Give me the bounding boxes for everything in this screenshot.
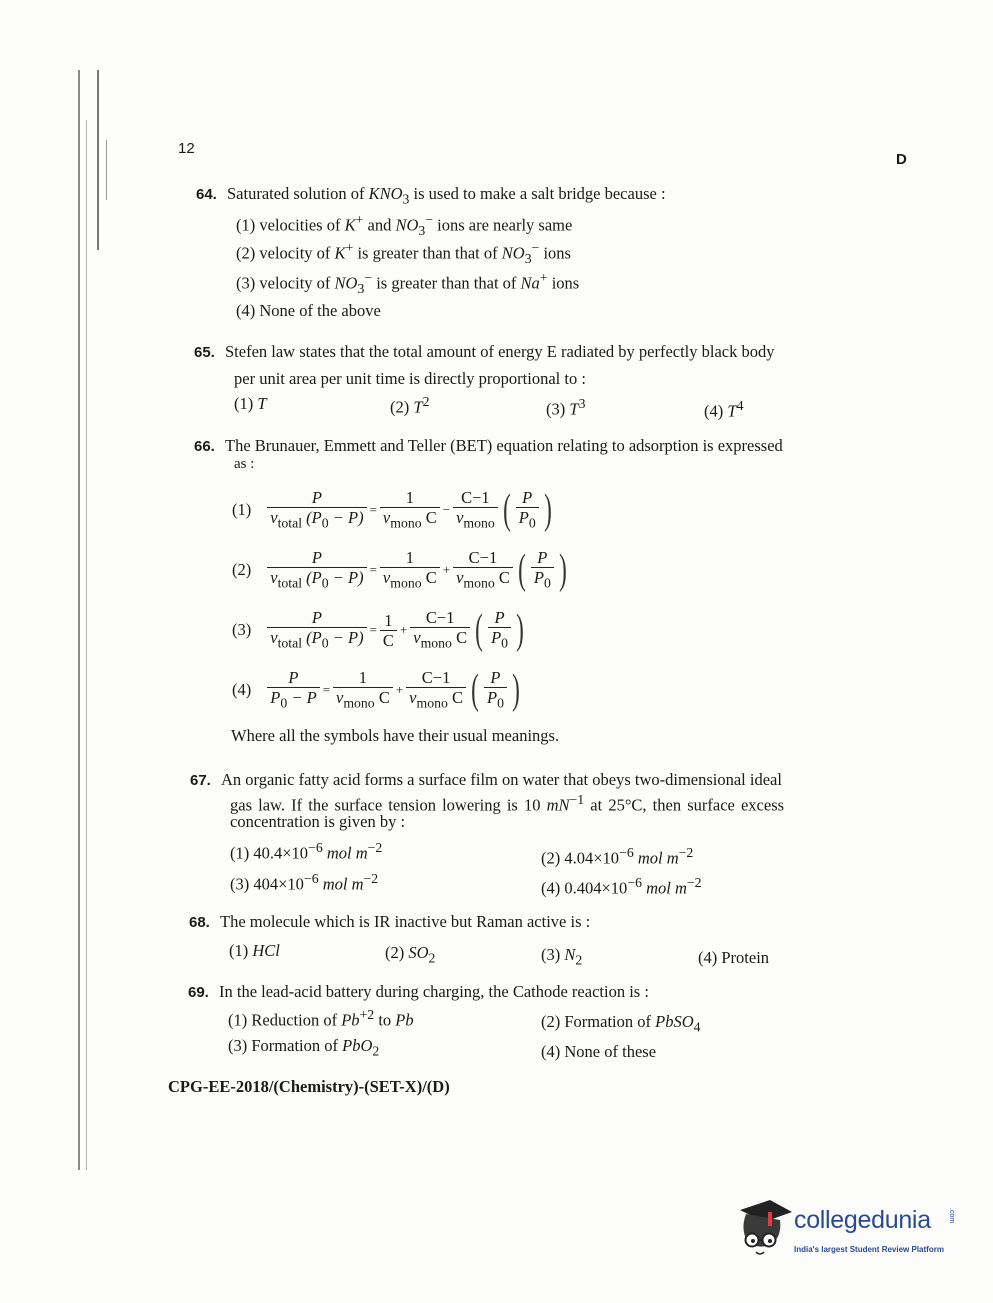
question-number: 67.	[190, 772, 211, 789]
option-64-2: (2) velocity of K+ is greater than that of $NO_3^-$ ions	[236, 240, 571, 266]
option-67-4: (4) $0.404\times 10^{-6}$ mol $m^{-2}$	[541, 875, 702, 898]
option-64-3: (3) velocity of $NO_3^-$ is greater than that of Na+ ions	[236, 270, 580, 296]
question-67-line2: gas law. If the surface tension lowering is 10 $mN^{-1}$ at 25°C, then surface excess	[230, 792, 785, 815]
question-text: The Brunauer, Emmett and Teller (BET) equation relating to adsorption is expressed	[224, 436, 783, 455]
page-number: 12	[178, 140, 195, 157]
question-68	[189, 912, 590, 932]
option-68-2: (2) $SO_2$	[385, 943, 436, 966]
question-66-line2: as :	[234, 456, 255, 472]
option-label: (2)	[232, 560, 252, 580]
option-67-3: (3) $404\times 10^{-6}$ mol $m^{-2}$	[230, 871, 379, 894]
option-67-2: (2) $4.04\times 10^{-6}$ mol $m^{-2}$	[541, 845, 694, 868]
question-number: 65.	[194, 344, 215, 361]
option-66-1: (1) $\frac{P}{v_{total} (P_0 - P)}$ = $\frac{1}{v_{mono} C}$ − $\frac{C-1}{v_{mono}}$ ( $\frac{P}{P_0}$ )	[232, 487, 552, 534]
option-label: (3)	[232, 620, 252, 640]
page-footer: CPG-EE-2018/(Chemistry)-(SET-X)/(D)	[168, 1077, 450, 1096]
option-65-1: (1) T	[234, 394, 267, 413]
collegedunia-logo	[736, 1196, 966, 1262]
logo-com: .com	[948, 1208, 955, 1224]
graduate-mascot-icon	[736, 1196, 794, 1262]
option-65-4: (4) $T^4$	[704, 398, 744, 421]
option-65-2: (2) $T^2$	[390, 394, 430, 417]
question-number: 66.	[194, 438, 215, 455]
fraction: $\frac{C-1}{v_{mono}}$	[453, 488, 498, 532]
option-68-3: (3) $N_2$	[541, 945, 583, 968]
fraction: $\frac{P}{v_{total} (P_0 - P)}$	[267, 488, 366, 532]
question-text: The molecule which is IR inactive but Raman active is :	[219, 912, 591, 931]
option-69-4: (4) None of these	[541, 1042, 657, 1061]
question-65-line2: per unit area per unit time is directly proportional to :	[234, 369, 586, 388]
option-66-3: (3) $\frac{P}{v_{total} (P_0 - P)}$ = $\frac{1}{C}$ + $\frac{C-1}{v_{mono} C}$ ( $\frac{P}{P_0}$ )	[232, 607, 524, 654]
fraction: $\frac{1}{v_{mono} C}$	[380, 488, 440, 532]
scan-edge-line	[86, 120, 87, 1170]
option-69-3: (3) Formation of PbO$_2$	[228, 1036, 380, 1059]
question-number: 68.	[189, 914, 210, 931]
option-68-1: (1) HCl	[229, 941, 280, 960]
logo-tagline: India's largest Student Review Platform	[794, 1245, 944, 1254]
question-number: 64.	[196, 186, 217, 203]
question-66	[194, 436, 783, 456]
question-text: In the lead-acid battery during charging, the Cathode reaction is :	[218, 982, 649, 1001]
question-69	[188, 982, 649, 1002]
question-65	[194, 342, 775, 362]
option-65-3: (3) $T^3$	[546, 396, 586, 419]
question-64	[196, 184, 666, 207]
scan-edge-line	[97, 70, 99, 250]
option-66-2: (2) $\frac{P}{v_{total} (P_0 - P)}$ = $\frac{1}{v_{mono} C}$ + $\frac{C-1}{v_{mono} C}$ ( $\frac{P}{P_0}$ )	[232, 547, 567, 594]
question-number: 69.	[188, 984, 209, 1001]
option-68-4: (4) Protein	[698, 948, 770, 967]
option-66-4: (4) $\frac{P}{P_0 - P}$ = $\frac{1}{v_{mono} C}$ + $\frac{C-1}{v_{mono} C}$ ( $\frac{P}{P_0}$ )	[232, 667, 520, 714]
option-67-1: (1) $40.4\times 10^{-6}$ mol $m^{-2}$	[230, 840, 383, 863]
option-64-4: (4) None of the above	[236, 301, 381, 320]
set-letter: D	[896, 151, 907, 168]
question-text: Saturated solution of $KNO_3$ is used to make a salt bridge because :	[226, 184, 666, 207]
question-67-line3: concentration is given by :	[230, 812, 406, 831]
logo-name: collegedunia	[794, 1206, 931, 1234]
option-69-2: (2) Formation of PbSO$_4$	[541, 1012, 701, 1035]
scan-edge-line	[78, 70, 80, 1170]
question-text: Stefen law states that the total amount of energy E radiated by perfectly black body	[224, 342, 775, 361]
question-66-note: Where all the symbols have their usual meanings.	[231, 726, 560, 745]
option-label: (4)	[232, 680, 252, 700]
question-text: An organic fatty acid forms a surface film on water that obeys two-dimensional ideal	[220, 770, 782, 789]
option-69-1: (1) Reduction of $Pb^{+2}$ to Pb	[228, 1007, 414, 1030]
scan-edge-line	[106, 140, 107, 200]
option-64-1: (1) velocities of K+ and $NO_3^-$ ions are nearly same	[236, 212, 573, 238]
option-label: (1)	[232, 500, 252, 520]
question-67	[190, 770, 782, 790]
